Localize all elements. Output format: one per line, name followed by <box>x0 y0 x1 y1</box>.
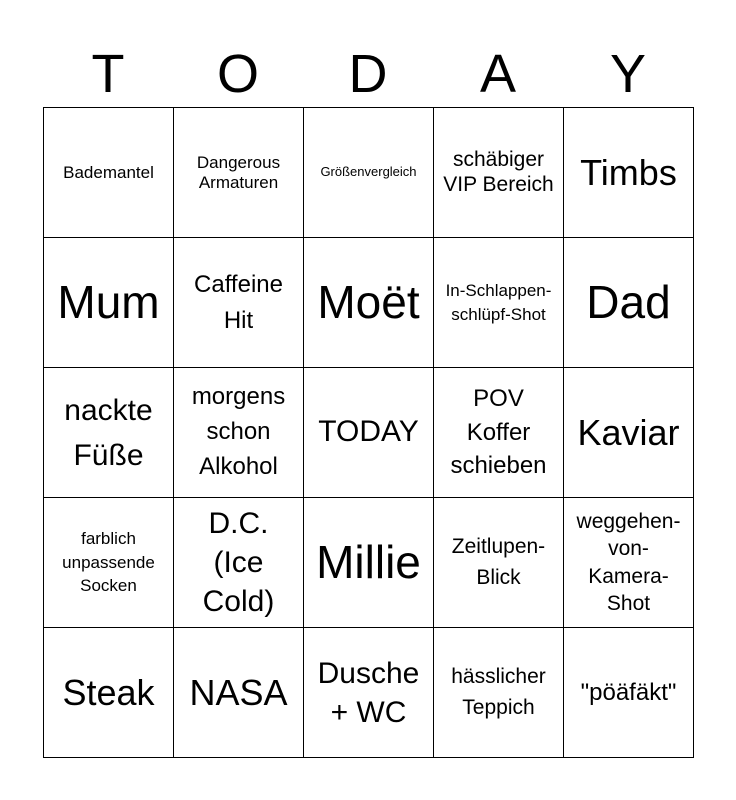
bingo-board <box>43 107 694 758</box>
header-letter-d: D <box>348 44 388 104</box>
cell-text: "pöäfäkt" <box>580 678 677 706</box>
bingo-cell[interactable] <box>174 108 304 238</box>
bingo-cell[interactable] <box>174 368 304 498</box>
cell-text: D.C. (Ice Cold) <box>202 507 275 618</box>
cell-text: farblich unpassende Socken <box>62 528 155 596</box>
cell-text: TODAY <box>318 415 419 449</box>
header-letter-y: Y <box>609 44 647 104</box>
cell-text: Zeitlupen-Blick <box>451 535 546 589</box>
cell-text: hässlicher Teppich <box>451 665 546 719</box>
header-letter-o: O <box>216 44 259 104</box>
cell-text: Dusche + WC <box>317 656 420 729</box>
bingo-cell[interactable] <box>174 498 304 628</box>
cell-text: Kaviar <box>577 411 680 453</box>
bingo-cell[interactable] <box>434 498 564 628</box>
bingo-cell[interactable] <box>304 368 434 498</box>
bingo-cell[interactable] <box>434 238 564 368</box>
cell-text: POV Koffer schieben <box>450 385 547 480</box>
cell-text: NASA <box>189 671 288 713</box>
bingo-cell[interactable] <box>564 628 694 758</box>
bingo-cell[interactable] <box>44 108 174 238</box>
cell-text: schäbiger VIP Bereich <box>443 148 554 196</box>
cell-text: Bademantel <box>63 162 154 182</box>
bingo-cell[interactable] <box>434 108 564 238</box>
cell-text: Millie <box>316 536 421 589</box>
cell-text: morgens schon Alkohol <box>191 383 286 480</box>
bingo-cell[interactable] <box>304 238 434 368</box>
bingo-cell[interactable] <box>434 368 564 498</box>
bingo-cell[interactable] <box>174 628 304 758</box>
bingo-cell[interactable] <box>44 238 174 368</box>
cell-text: Größenvergleich <box>320 164 417 180</box>
bingo-cell[interactable] <box>174 238 304 368</box>
bingo-header <box>43 40 693 108</box>
bingo-cell[interactable] <box>304 628 434 758</box>
bingo-cell[interactable] <box>564 368 694 498</box>
cell-text: weggehen-von-Kamera-Shot <box>576 509 681 615</box>
cell-text: Moët <box>317 276 420 329</box>
cell-text: Mum <box>57 276 160 329</box>
header-letter-t: T <box>91 44 125 104</box>
bingo-cell[interactable] <box>44 628 174 758</box>
bingo-cell[interactable] <box>434 628 564 758</box>
cell-text: Caffeine Hit <box>194 270 283 334</box>
bingo-cell[interactable] <box>564 498 694 628</box>
cell-text: Timbs <box>580 151 677 193</box>
cell-text: nackte Füße <box>64 393 153 472</box>
bingo-cell[interactable] <box>304 108 434 238</box>
cell-text: Dangerous Armaturen <box>196 152 281 192</box>
bingo-cell[interactable] <box>564 108 694 238</box>
bingo-cell[interactable] <box>44 368 174 498</box>
cell-text: Steak <box>62 671 155 713</box>
bingo-cell[interactable] <box>44 498 174 628</box>
bingo-cell[interactable] <box>304 498 434 628</box>
cell-text: In-Schlappen-schlüpf-Shot <box>445 280 552 324</box>
header-letter-a: A <box>479 44 517 104</box>
cell-text: Dad <box>586 276 671 329</box>
bingo-cell[interactable] <box>564 238 694 368</box>
